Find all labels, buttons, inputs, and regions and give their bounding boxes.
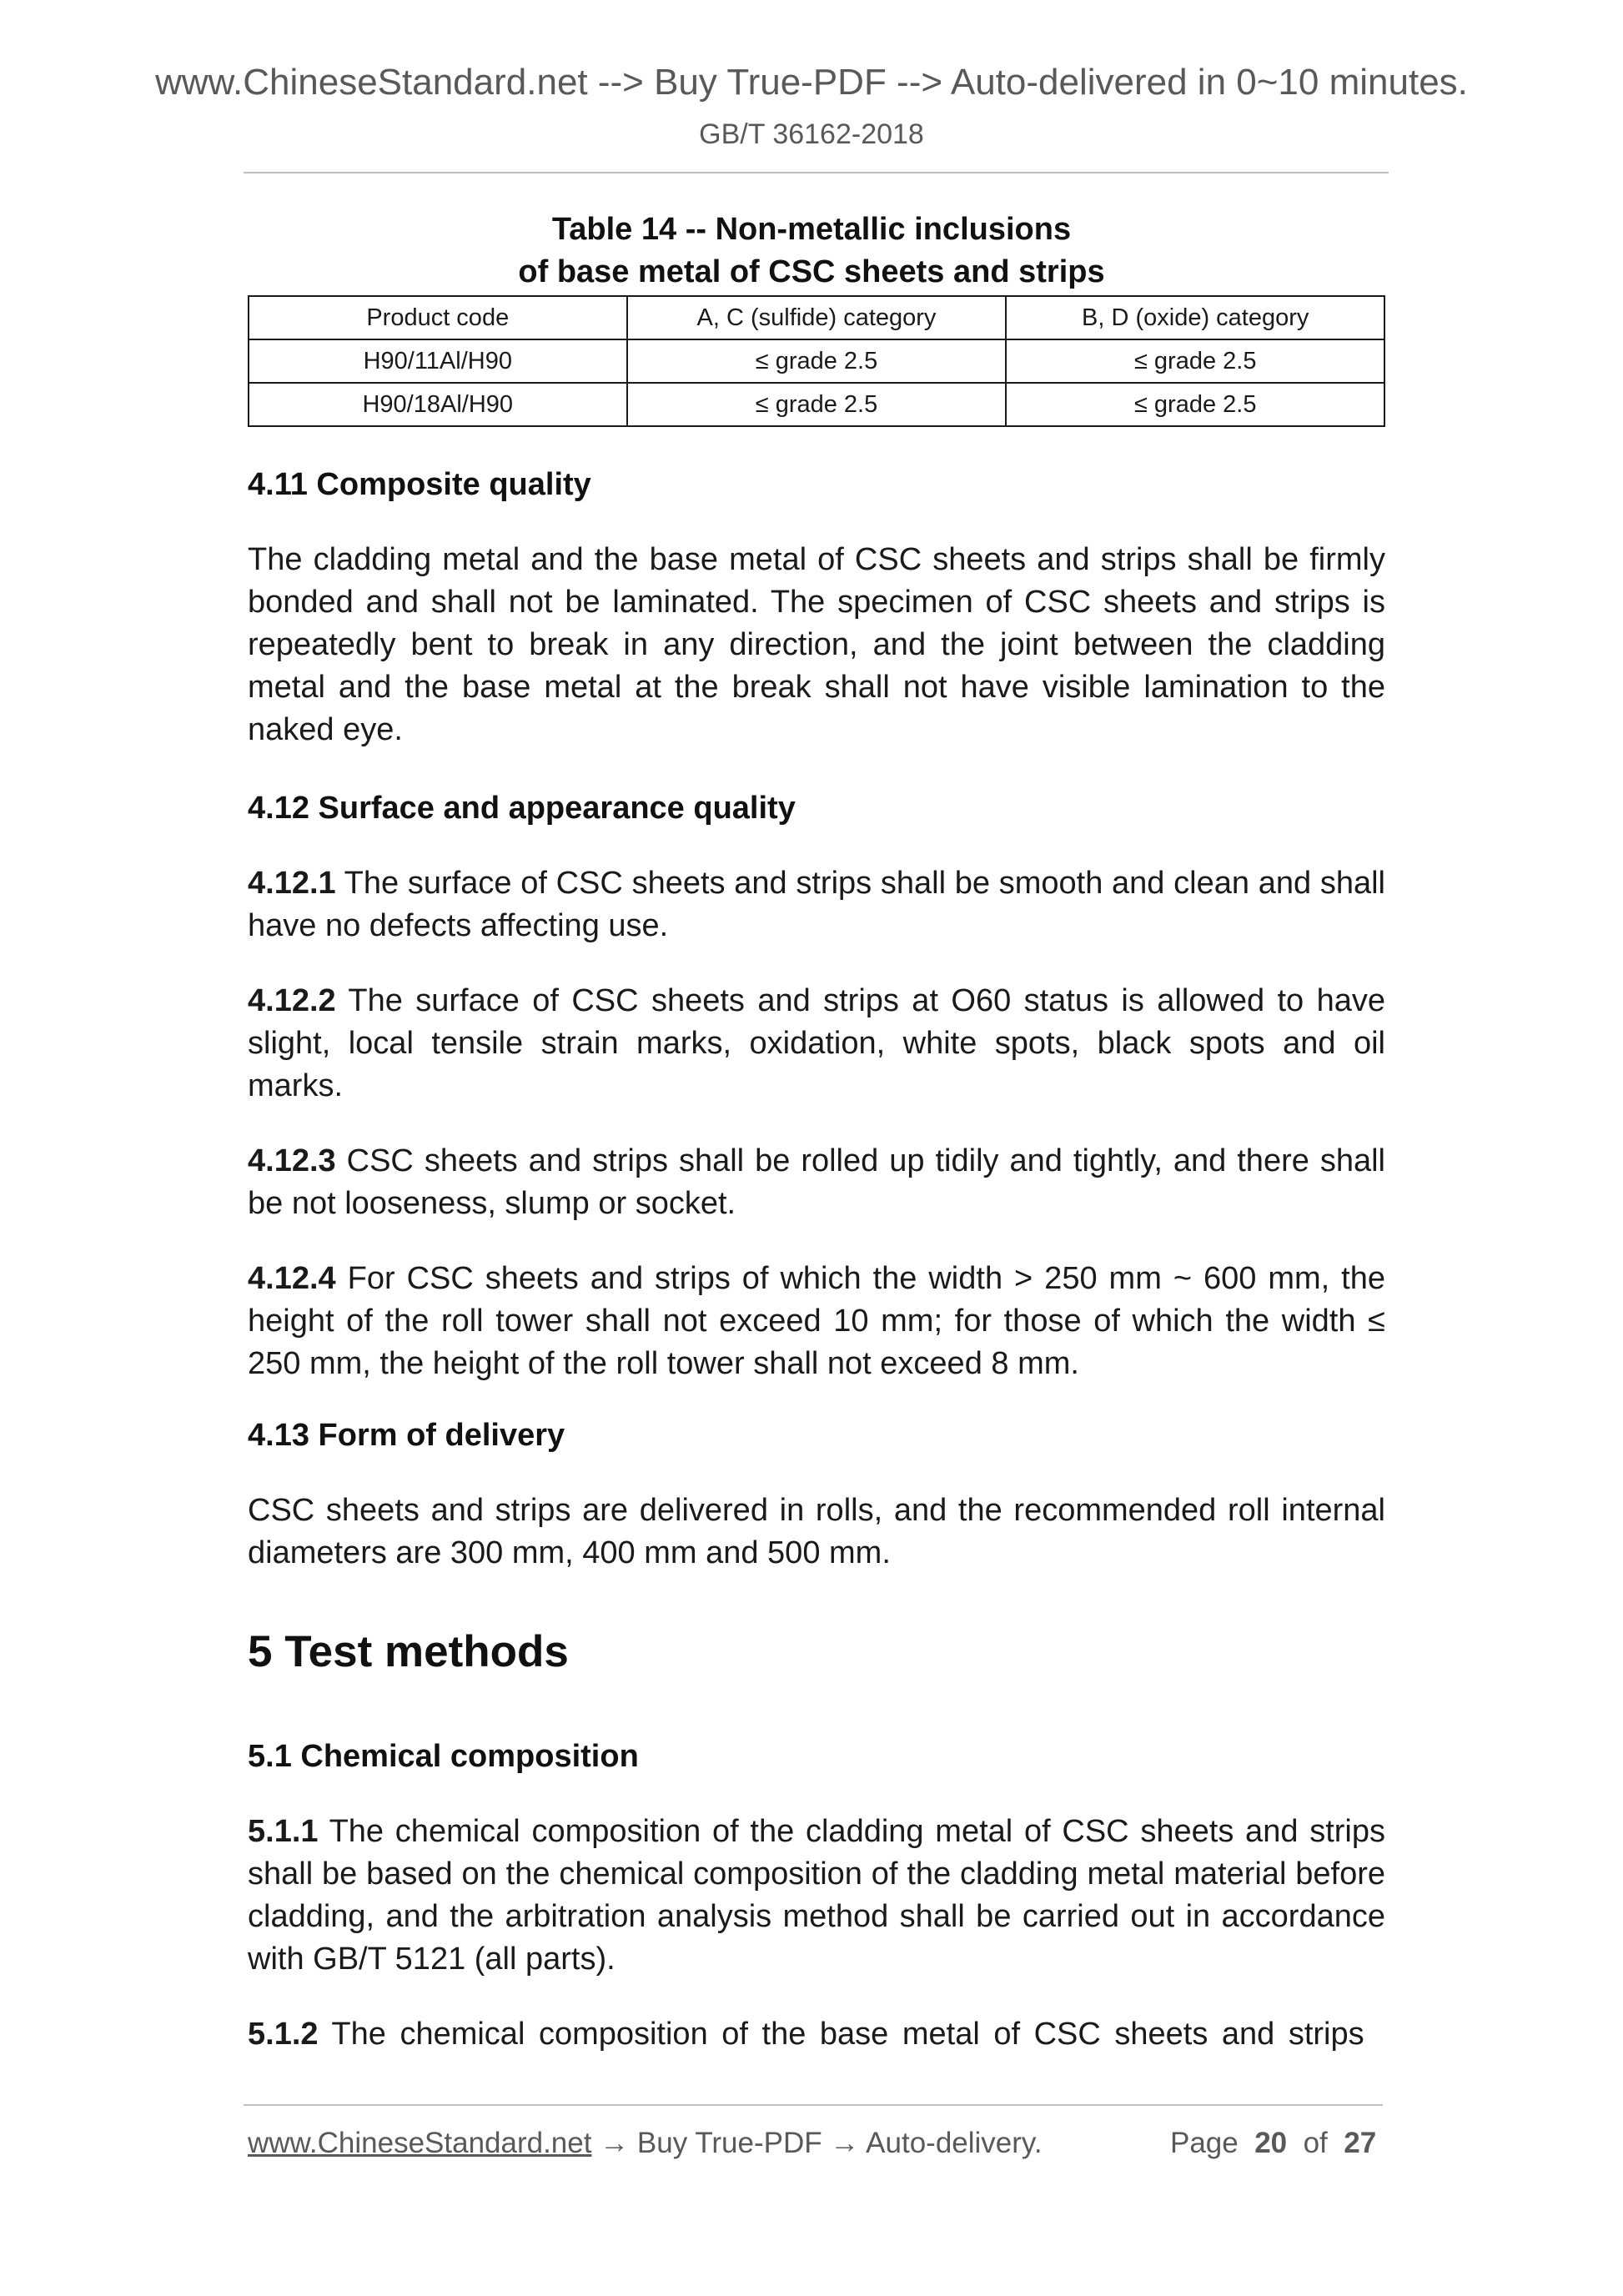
heading-4-12: 4.12 Surface and appearance quality — [248, 791, 796, 826]
clause-text: For CSC sheets and strips of which the width > 250 mm ~ 600 mm, the height of the roll tower shall not exceed 10 mm; for those of which the width ≤ 250 mm, the height of the roll tower shall not exceed 8 mm. — [248, 1261, 1385, 1381]
table-cell: ≤ grade 2.5 — [627, 339, 1007, 383]
clause-4-12-3 — [248, 1140, 1385, 1225]
header-divider — [244, 172, 1389, 173]
clause-text: The surface of CSC sheets and strips at O60 status is allowed to have slight, local tensile strain marks, oxidation, white spots, black spots and oil marks. — [248, 983, 1385, 1103]
footer-site-link[interactable]: www.ChineseStandard.net — [248, 2127, 592, 2159]
heading-4-13: 4.13 Form of delivery — [248, 1418, 565, 1453]
footer-divider — [244, 2104, 1383, 2106]
table-cell: ≤ grade 2.5 — [627, 383, 1007, 426]
table-caption-line1: Table 14 -- Non-metallic inclusions — [551, 212, 1072, 247]
page-label: Page — [1170, 2127, 1239, 2159]
clause-number: 4.12.2 — [248, 983, 336, 1018]
clause-text: The chemical composition of the cladding metal of CSC sheets and strips shall be based on the chemical composition of the cladding metal material before cladding, and the arbitration analysis method shall be carried out in accordance with GB/T 5121 (all parts). — [248, 1814, 1385, 1977]
heading-5-1: 5.1 Chemical composition — [248, 1739, 639, 1774]
clause-number: 4.12.1 — [248, 866, 336, 901]
paragraph-4-13: CSC sheets and strips are delivered in rolls, and the recommended roll internal diameters are 300 mm, 400 mm and 500 mm. — [248, 1493, 1385, 1570]
column-header: A, C (sulfide) category — [627, 296, 1007, 339]
footer-link-text: → Buy True-PDF → Auto-delivery. — [591, 2127, 1043, 2159]
table-caption-line2: of base metal of CSC sheets and strips — [518, 254, 1105, 289]
table-cell: ≤ grade 2.5 — [1006, 339, 1384, 383]
clause-text: The surface of CSC sheets and strips shall be smooth and clean and shall have no defects affecting use. — [248, 866, 1385, 943]
page-total: 27 — [1344, 2127, 1377, 2159]
inclusions-table — [248, 295, 1385, 427]
table-row — [249, 383, 1384, 426]
table-row — [249, 339, 1384, 383]
column-header: B, D (oxide) category — [1006, 296, 1384, 339]
clause-4-12-2 — [248, 980, 1385, 1108]
clause-number: 5.1.1 — [248, 1814, 319, 1849]
footer-links — [248, 2127, 1043, 2160]
clause-number: 4.12.3 — [248, 1143, 336, 1178]
clause-4-12-4 — [248, 1258, 1385, 1385]
heading-4-11: 4.11 Composite quality — [248, 467, 591, 502]
heading-5: 5 Test methods — [248, 1627, 569, 1676]
clause-number: 5.1.2 — [248, 2017, 319, 2052]
header-banner: www.ChineseStandard.net --> Buy True-PDF --> Auto-delivered in 0~10 minutes. — [155, 62, 1468, 103]
clause-number: 4.12.4 — [248, 1261, 336, 1296]
of-label: of — [1303, 2127, 1328, 2159]
standard-number: GB/T 36162-2018 — [699, 118, 924, 150]
table-header-row — [249, 296, 1384, 339]
table-cell: H90/11Al/H90 — [249, 339, 627, 383]
column-header: Product code — [249, 296, 627, 339]
table-cell: ≤ grade 2.5 — [1006, 383, 1384, 426]
page-current: 20 — [1254, 2127, 1288, 2159]
table-cell: H90/18Al/H90 — [249, 383, 627, 426]
page-indicator — [1170, 2127, 1376, 2160]
clause-4-12-1 — [248, 862, 1385, 947]
clause-text: The chemical composition of the base metal of CSC sheets and strips — [318, 2017, 1364, 2052]
clause-5-1-2 — [248, 2013, 1385, 2056]
clause-5-1-1 — [248, 1811, 1385, 1981]
paragraph-4-11: The cladding metal and the base metal of CSC sheets and strips shall be firmly bonded and shall not be laminated. The specimen of CSC sheets and strips is repeatedly bent to break in any direction, and the joint between the cladding metal and the base metal at the break shall not have visible lamination to the naked eye. — [248, 542, 1385, 747]
clause-text: CSC sheets and strips shall be rolled up tidily and tightly, and there shall be not looseness, slump or socket. — [248, 1143, 1385, 1221]
